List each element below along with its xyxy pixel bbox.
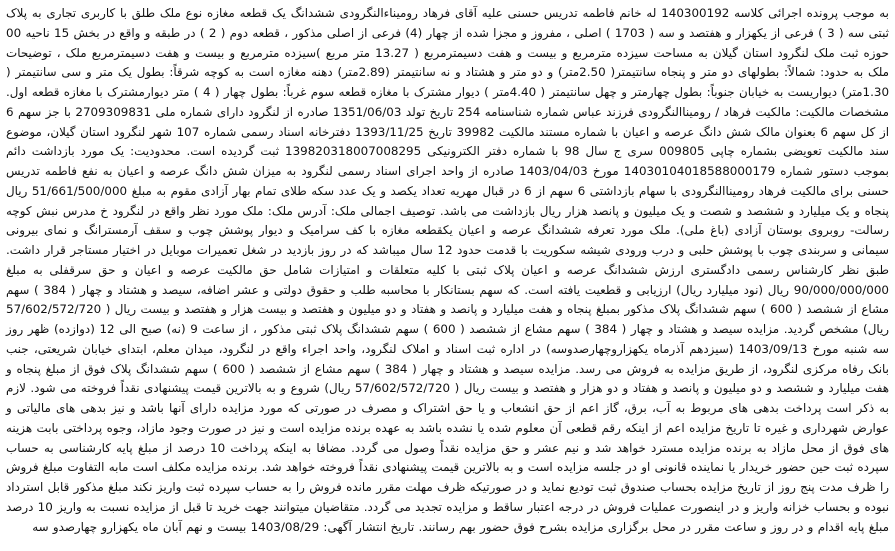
auction-notice-text: به موجب پرونده اجرائی کلاسه 140300192 له خانم فاطمه تدریس حسنی علیه آقای فرهاد رومیناءالنگرودی ششدانگ یک قطعه مغازه نوع ملک طلق با کاربری تجاری به پلاک ثبتی سه ( 3 ) فرعی از یکهزار و هفتصد و سه ( 1703 ) اصلی ، مفروز و مجزا شده از چهار (4) فرعی از اصلی مذکور ، قطعه دوم ( 2 ) در طبقه و واقع در بخش 15 ناحیه 00 حوزه ثبت ملک لنگرود استان گیلان به مساحت سیزده مترمربع و بیست و هفت دسیمترمربع ( 13.27 متر مربع )سیزده مترمربع و بیست و هفت دسیمترمربع ملک ، توضیحات ملک به حدود: شمالاً: بطولهای دو متر و پنجاه سانتیمتر( 2.50متر) و دو متر و هشتاد و نه سانتیمتر (2.89متر) دهنه مغازه است به کوچه شرقاً: بطول یک متر و سی سانتیمتر ( 1.30متر) دیواریست به خیابان جنوباً: بطول چهارمتر و چهل سانتیمتر ( 4.40متر ) دیوار مشترک با مغازه قطعه سوم غرباً: بطول چهار ( 4 ) متر دیوارمشترک با مغازه قطعه اول. مشخصات مالکیت: مالکیت فرهاد / رومیناالنگرودی فرزند عباس شماره شناسنامه 254 تاریخ تولد 1351/06/03 صادره از لنگرود دارای شماره ملی 2709309831 با جز سهم 6 از کل سهم 6 بعنوان مالک شش دانگ عرصه و اعیان با شماره مستند مالکیت 39982 تاریخ 1393/11/25 دفترخانه اسناد رسمی شماره 107 شهر لنگرود استان گیلان، موضوع سند مالکیت تعویضی بشماره چاپی 009805 سری ج سال 98 با شماره دفتر الکترونیکی 139820318007008295 ثبت گردیده است. محدودیت: یک مورد بازداشت دائم بموجب دستور شماره 14030104018588000179 مورخ 1403/04/03 صادره از واحد اجرای اسناد رسمی لنگرود به میزان شش دانگ عرصه و اعیان به نفع فاطمه تدریس حسنی برای مالکیت فرهاد رومیناالنگرودی با سهام بازداشتی 6 سهم از 6 در قبال مهریه تعداد یکصد و یک عدد سکه طلای تمام بهار آزادی مقوم به مبلغ 51/661/500/000 ریال پنجاه و یک میلیارد و ششصد و شصت و یک میلیون و پانصد هزار ریال بازداشت می باشد. توصیف اجمالی ملک: آدرس ملک: ملک مورد نظر واقع در لنگرود خ مدرس نبش کوچه رسالت- روبروی بوستان آزادی (باغ ملی). ملک مورد تعرفه ششدانگ عرصه و اعیان یکقطعه مغازه با کف سرامیک و دیوار پوشش چوب و سقف آرمسترانگ و نمای بیرونی سیمانی و سربندی چوب با پوشش حلبی و درب ورودی شیشه سکوریت با قدمت حدود 12 سال میباشد که در روز بازدید در شغل تعمیرات موبایل در اختیار مستاجر قرار داشت. طبق نظر کارشناس رسمی دادگستری ارزش ششدانگ عرصه و اعیان پلاک ثبتی با کلیه متعلقات و امتیازات شامل حق مالکیت عرصه و اعیان و حق سرقفلی به مبلغ 90/000/000/000 ریال (نود میلیارد ریال) ارزیابی و قطعیت یافته است. که سهم بستانکار با محاسبه طلب و حقوق دولتی و عشر اضافه، سیصد و هشتاد و چهار ( 384 ) سهم مشاع از ششصد ( 600 ) سهم ششدانگ پلاک مذکور بمبلغ پنجاه و هفت میلیارد و پانصد و هفتاد و دو میلیون و هفتصد و بیست هزار و هفتصد و بیست ریال ( 57/602/572/720 ریال) مشخص گردید. مزایده سیصد و هشتاد و چهار ( 384 ) سهم مشاع از ششصد ( 600 ) سهم ششدانگ پلاک ثبتی مذکور ، از ساعت 9 (نه) صبح الی 12 (دوازده) ظهر روز سه شنبه مورخ 1403/09/13 (سیزدهم آذرماه یکهزاروچهارصدوسه) در اداره ثبت اسناد و املاک لنگرود، واحد اجراء واقع در لنگرود، میدان معلم، ابتدای خیابان شریعتی، جنب بانک رفاه مرکزی لنگرود، از طریق مزایده به فروش می رسد. مزایده سیصد و هشتاد و چهار ( 384 ) سهم مشاع از ششصد ( 600 ) سهم ششدانگ پلاک فوق از مبلغ پنجاه و هفت میلیارد و ششصد و دو میلیون و پانصد و هفتاد و دو هزار و هفتصد و بیست ریال ( 57/602/572/720 ریال) شروع و به بالاترین قیمت پیشنهادی نقداً فروخته می شود. لازم به ذکر است پرداخت بدهی های مربوط به آب، برق، گاز اعم از حق انشعاب و یا حق اشتراک و مصرف در صورتی که مورد مزایده دارای آنها باشد و نیز بدهی های مالیاتی و عوارض شهرداری و غیره تا تاریخ مزایده اعم از اینکه رقم قطعی آن معلوم شده یا نشده باشد به عهده برنده مزایده است و نیز در صورت وجود مازاد، وجوه پرداختی بابت هزینه های فوق از محل مازاد به برنده مزایده مسترد خواهد شد و نیم عشر و حق مزایده نقداً وصول می گردد. مضافا به اینکه پرداخت 10 درصد از مبلغ پایه کارشناسی به حساب سپرده ثبت حین حضور خریدار یا نماینده قانونی او در جلسه مزایده است و به بالاترین قیمت پیشنهادی نقداً فروخته خواهد شد. برنده مزایده مکلف است مابه التفاوت مبلغ فروش را ظرف مدت پنج روز از تاریخ مزایده بحساب صندوق ثبت تودیع نماید و در صورتیکه ظرف مهلت مقرر مانده فروش را به حساب سپرده ثبت واریز نکند مبلغ مذکور قابل استرداد نبوده و بحساب خزانه واریز و در اینصورت عملیات فروش در درجه اعتبار ساقط و مزایده تجدید می گردد. متقاضیان میتوانند جهت خرید تا قبل از مزایده نسبت به واریز 10 درصد مبلغ پایه اقدام و در روز و ساعت مقرر در محل برگزاری مزایده بشرح فوق حضور بهم رسانند. تاریخ انتشار آگهی: 1403/08/29 بیست و نهم آبان ماه یکهزارو چهارصدو سه: [6, 6, 890, 534]
